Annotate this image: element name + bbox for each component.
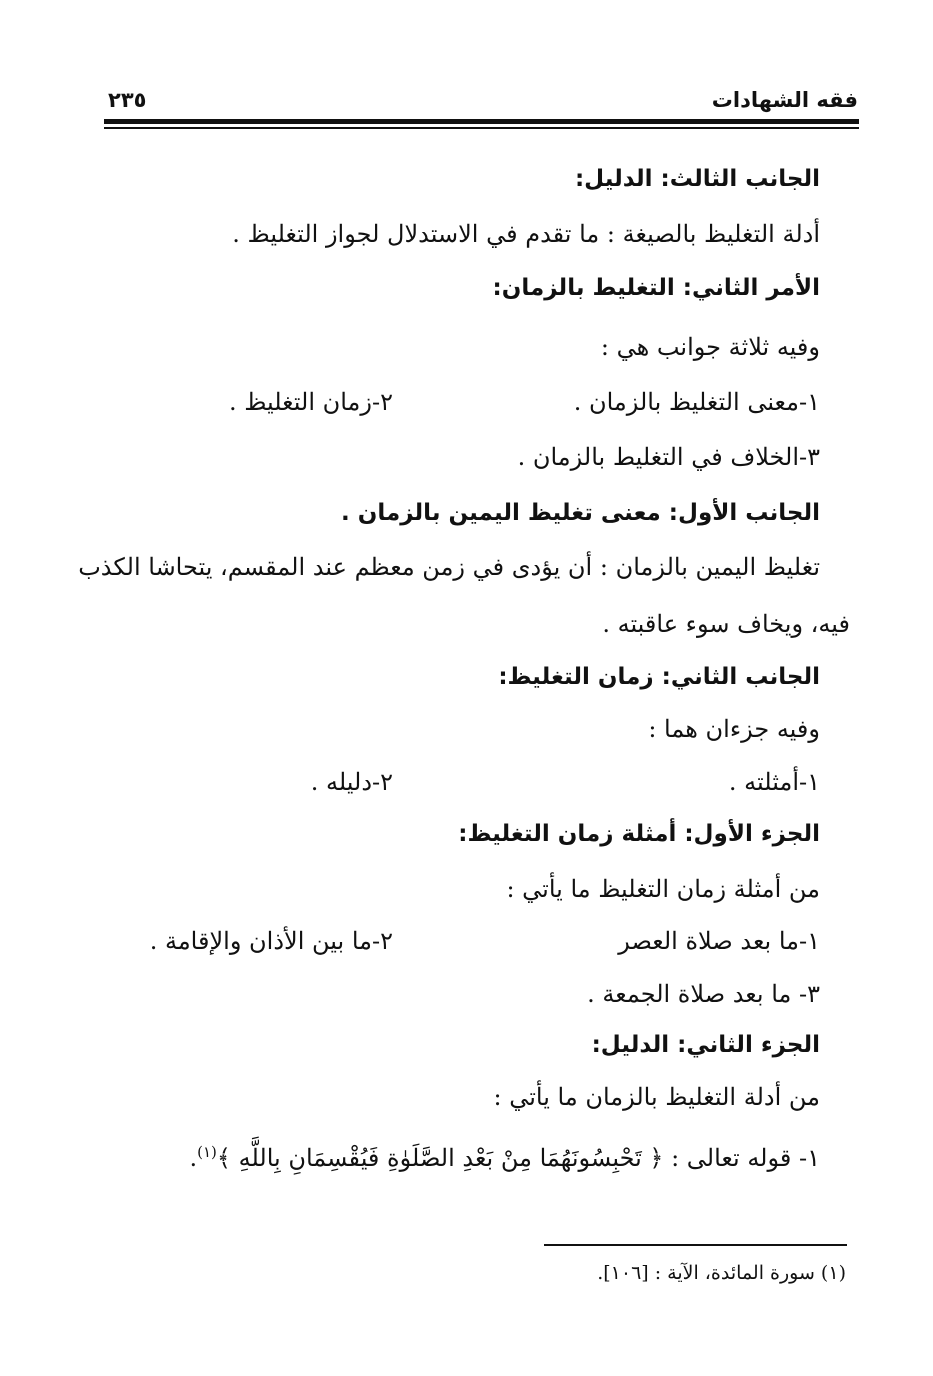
section-heading: الأمر الثاني: التغليط بالزمان:: [492, 275, 820, 301]
quran-quote-line: [189, 1135, 820, 1175]
footnote-text: (١) سورة المائدة، الآية : [١٠٦].: [597, 1262, 846, 1284]
list-item: ٣- ما بعد صلاة الجمعة .: [587, 980, 820, 1008]
list-item: ٢-دليله .: [310, 768, 393, 796]
header-rule-thick: [104, 119, 859, 124]
paragraph-line: أدلة التغليظ بالصيغة : ما تقدم في الاستدلال لجواز التغليظ .: [232, 220, 820, 248]
paragraph-line: من أمثلة زمان التغليظ ما يأتي :: [506, 875, 820, 903]
list-item: ١-ما بعد صلاة العصر: [618, 927, 820, 955]
paragraph-line: تغليظ اليمين بالزمان : أن يؤدى في زمن معظم عند المقسم، يتحاشا الكذب: [78, 553, 820, 581]
running-header-title: فقه الشهادات: [711, 88, 858, 112]
page-number: ٢٣٥: [108, 88, 147, 112]
paragraph-line: وفيه ثلاثة جوانب هي :: [600, 333, 820, 361]
section-heading: الجزء الثاني: الدليل:: [591, 1032, 820, 1058]
list-item: ١-أمثلته .: [728, 768, 820, 796]
footnote-reference: (١): [197, 1143, 217, 1161]
quote-end-period: .: [189, 1144, 198, 1172]
paragraph-line: فيه، ويخاف سوء عاقبته .: [602, 610, 850, 638]
section-heading: الجانب الأول: معنى تغليظ اليمين بالزمان .: [340, 500, 820, 526]
section-heading: الجانب الثاني: زمان التغليظ:: [498, 664, 820, 690]
section-heading: الجانب الثالث: الدليل:: [574, 166, 820, 192]
list-item: ٢-زمان التغليظ .: [228, 388, 393, 416]
paragraph-line: وفيه جزءان هما :: [648, 715, 820, 743]
paragraph-line: من أدلة التغليظ بالزمان ما يأتي :: [493, 1083, 820, 1111]
section-heading: الجزء الأول: أمثلة زمان التغليظ:: [458, 821, 820, 847]
list-item: ٣-الخلاف في التغليط بالزمان .: [517, 443, 820, 471]
quran-quote-text: ١- قوله تعالى : ﴿ تَحْبِسُونَهُمَا مِنْ بَعْدِ الصَّلَوٰةِ فَيُقْسِمَانِ بِاللَّهِ ﴾: [216, 1144, 820, 1172]
list-item: ٢-ما بين الأذان والإقامة .: [149, 927, 393, 955]
list-item: ١-معنى التغليظ بالزمان .: [573, 388, 820, 416]
footnote-separator: [544, 1244, 847, 1246]
header-rule-thin: [104, 127, 859, 129]
